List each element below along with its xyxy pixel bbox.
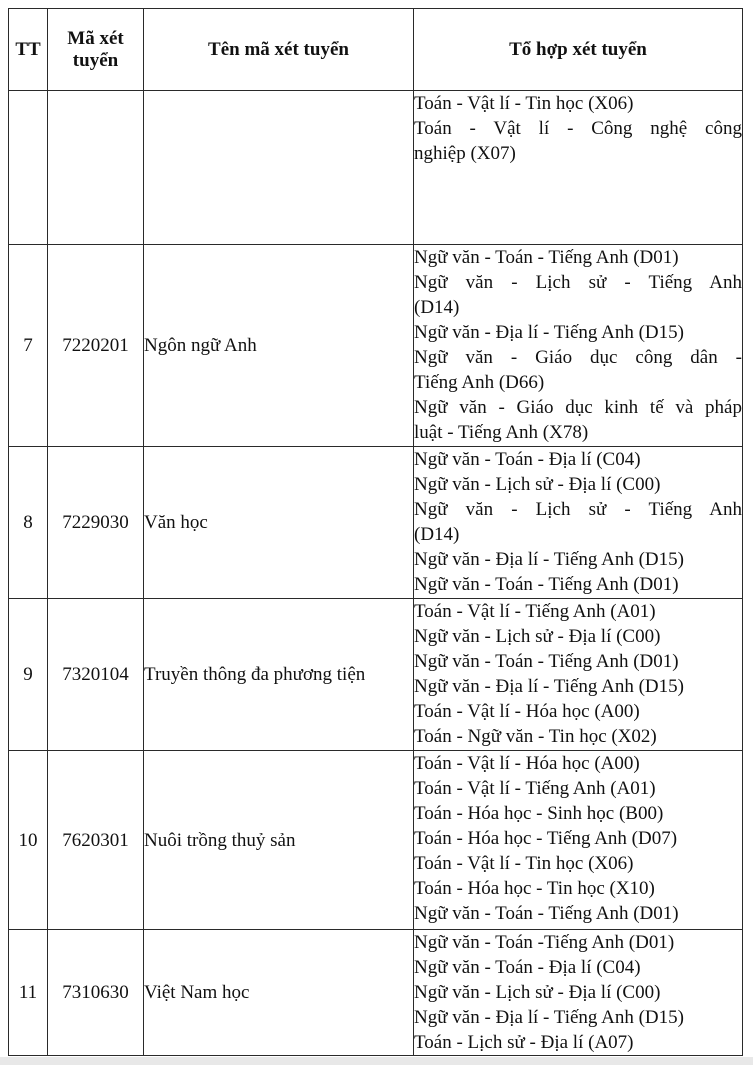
row-tt: 9 <box>9 599 48 751</box>
combo-line: Toán - Ngữ văn - Tin học (X02) <box>414 726 657 747</box>
header-ma-line1: Mã xét <box>67 27 124 49</box>
row-ma: 7620301 <box>48 751 144 930</box>
combo-line: (D14) <box>414 297 460 318</box>
combo-line: Toán - Hóa học - Tiếng Anh (D07) <box>414 828 678 849</box>
combo-line: Ngữ văn - Địa lí - Tiếng Anh (D15) <box>414 1007 684 1028</box>
combo-line: Tiếng Anh (D66) <box>414 372 545 393</box>
combo-line: Ngữ văn - Lịch sử - Địa lí (C00) <box>414 982 661 1003</box>
combo-line: Toán - Vật lí - Hóa học (A00) <box>414 753 640 774</box>
row-combos <box>414 447 743 599</box>
row-combos <box>414 599 743 751</box>
combo-line: Ngữ văn - Giáo dục công dân - <box>414 347 742 368</box>
row-ma <box>48 91 144 245</box>
combo-line: Toán - Vật lí - Tiếng Anh (A01) <box>414 601 656 622</box>
row-ten: Văn học <box>144 447 414 599</box>
combo-line: nghiệp (X07) <box>414 143 516 164</box>
combo-line: (D14) <box>414 524 460 545</box>
row-ma: 7229030 <box>48 447 144 599</box>
row-combos <box>414 91 743 245</box>
header-ma-xet-tuyen <box>48 9 144 91</box>
row-ten: Truyền thông đa phương tiện <box>144 599 414 751</box>
combo-line: Toán - Vật lí - Hóa học (A00) <box>414 701 640 722</box>
table-row <box>9 930 743 1056</box>
row-tt: 8 <box>9 447 48 599</box>
row-tt: 7 <box>9 245 48 447</box>
row-ten: Ngôn ngữ Anh <box>144 245 414 447</box>
combo-line: Ngữ văn - Địa lí - Tiếng Anh (D15) <box>414 549 684 570</box>
row-combos <box>414 930 743 1056</box>
row-ten <box>144 91 414 245</box>
combo-line: Ngữ văn - Lịch sử - Tiếng Anh <box>414 499 742 520</box>
row-ten: Nuôi trồng thuỷ sản <box>144 751 414 930</box>
admission-table <box>8 8 743 1056</box>
row-ma: 7310630 <box>48 930 144 1056</box>
combo-line: Ngữ văn - Địa lí - Tiếng Anh (D15) <box>414 322 684 343</box>
row-ten: Việt Nam học <box>144 930 414 1056</box>
header-tt: TT <box>9 9 48 91</box>
row-ma: 7220201 <box>48 245 144 447</box>
combo-line: luật - Tiếng Anh (X78) <box>414 422 589 443</box>
combo-line: Ngữ văn - Toán - Tiếng Anh (D01) <box>414 903 679 924</box>
row-ma: 7320104 <box>48 599 144 751</box>
combo-line: Ngữ văn - Lịch sử - Địa lí (C00) <box>414 626 661 647</box>
combo-line: Ngữ văn - Toán -Tiếng Anh (D01) <box>414 932 675 953</box>
header-ten-ma: Tên mã xét tuyển <box>144 9 414 91</box>
table-row <box>9 245 743 447</box>
page-bottom-edge <box>0 1057 753 1065</box>
combo-line: Toán - Hóa học - Tin học (X10) <box>414 878 655 899</box>
combo-line: Ngữ văn - Toán - Địa lí (C04) <box>414 957 641 978</box>
table-row <box>9 447 743 599</box>
combo-line: Ngữ văn - Toán - Tiếng Anh (D01) <box>414 247 679 268</box>
combo-line: Ngữ văn - Toán - Địa lí (C04) <box>414 449 641 470</box>
row-tt: 10 <box>9 751 48 930</box>
combo-line: Ngữ văn - Lịch sử - Tiếng Anh <box>414 272 742 293</box>
combo-line: Ngữ văn - Địa lí - Tiếng Anh (D15) <box>414 676 684 697</box>
combo-line: Toán - Hóa học - Sinh học (B00) <box>414 803 664 824</box>
header-ma-line2: tuyển <box>72 49 119 71</box>
table-row <box>9 91 743 245</box>
combo-line: Toán - Vật lí - Tin học (X06) <box>414 93 634 114</box>
combo-line: Toán - Vật lí - Tin học (X06) <box>414 853 634 874</box>
combo-line: Ngữ văn - Giáo dục kinh tế và pháp <box>414 397 742 418</box>
combo-line: Ngữ văn - Lịch sử - Địa lí (C00) <box>414 474 661 495</box>
row-combos <box>414 751 743 930</box>
row-combos <box>414 245 743 447</box>
table-row <box>9 751 743 930</box>
row-tt <box>9 91 48 245</box>
table-header-row <box>9 9 743 91</box>
row-tt: 11 <box>9 930 48 1056</box>
header-to-hop: Tổ hợp xét tuyển <box>414 9 743 91</box>
combo-line: Toán - Vật lí - Tiếng Anh (A01) <box>414 778 656 799</box>
combo-line: Toán - Vật lí - Công nghệ công <box>414 118 742 139</box>
combo-line: Ngữ văn - Toán - Tiếng Anh (D01) <box>414 651 679 672</box>
table-row <box>9 599 743 751</box>
combo-line: Ngữ văn - Toán - Tiếng Anh (D01) <box>414 574 679 595</box>
combo-line: Toán - Lịch sử - Địa lí (A07) <box>414 1032 634 1053</box>
